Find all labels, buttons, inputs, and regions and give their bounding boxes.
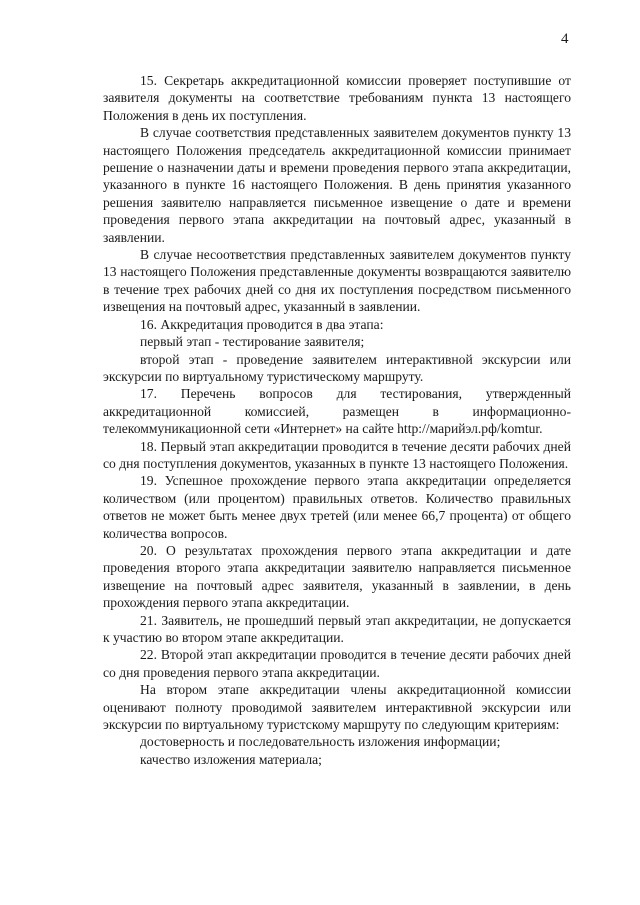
document-body: [103, 72, 571, 768]
paragraph-15: 15. Секретарь аккредитационной комиссии проверяет поступившие от заявителя документы на соответствие требованиям пункта 13 настоящего Положения в день их поступления.: [103, 73, 571, 123]
paragraph-19: 19. Успешное прохождение первого этапа аккредитации определяется количеством (или процентом) правильных ответов. Количество правильных ответов не может быть менее двух третей (или менее 66,7 процента) от общего количества вопросов.: [103, 473, 571, 541]
paragraph-16: 16. Аккредитация проводится в два этапа:: [140, 316, 384, 332]
paragraph-17: 17. Перечень вопросов для тестирования, утвержденный аккредитационной комиссией, размещен в информационно-телекоммуникационной сети «Интернет» на сайте http://марийэл.рф/komtur.: [103, 386, 571, 437]
paragraph-16-stage-one: первый этап - тестирование заявителя;: [140, 334, 365, 350]
paragraph-22: 22. Второй этап аккредитации проводится в течение десяти рабочих дней со дня проведения первого этапа аккредитации.: [103, 647, 571, 680]
paragraph-18: 18. Первый этап аккредитации проводится в течение десяти рабочих дней со дня поступления документов, указанных в пункте 13 настоящего Положения.: [103, 438, 571, 471]
criterion-accuracy: достоверность и последовательность изложения информации;: [140, 734, 501, 750]
paragraph-15-noncompliance: В случае несоответствия представленных заявителем документов пункту 13 настоящего Положения представленные документы возвращаются заявителю в течение трех рабочих дней со дня их поступления посредством письменного извещения на почтовый адрес, указанный в заявлении.: [103, 247, 571, 315]
paragraph-21: 21. Заявитель, не прошедший первый этап аккредитации, не допускается к участию во втором этапе аккредитации.: [103, 612, 571, 645]
paragraph-16-stage-two: второй этап - проведение заявителем интерактивной экскурсии или экскурсии по виртуальному туристическому маршруту.: [103, 351, 571, 384]
criterion-quality: качество изложения материала;: [140, 751, 322, 767]
page-number: 4: [561, 31, 569, 47]
paragraph-20: 20. О результатах прохождения первого этапа аккредитации и дате проведения второго этапа аккредитации заявителю направляется письменное извещение на почтовый адрес заявителя, указанный в заявлении, в день прохождения первого этапа аккредитации.: [103, 542, 571, 611]
paragraph-15-compliance: В случае соответствия представленных заявителем документов пункту 13 настоящего Положения председатель аккредитационной комиссии принимает решение о назначении даты и времени проведения первого этапа аккредитации, указанного в пункте 16 настоящего Положения. В день принятия указанного решения заявителю направляется письменное извещение о дате и времени проведения первого этапа аккредитации на почтовый адрес, указанный в заявлении.: [103, 125, 571, 245]
paragraph-22-criteria-intro: На втором этапе аккредитации члены аккредитационной комиссии оценивают полноту проводимой заявителем интерактивной экскурсии или экскурсии по виртуальному туристскому маршруту по следующим критериям:: [103, 682, 571, 733]
